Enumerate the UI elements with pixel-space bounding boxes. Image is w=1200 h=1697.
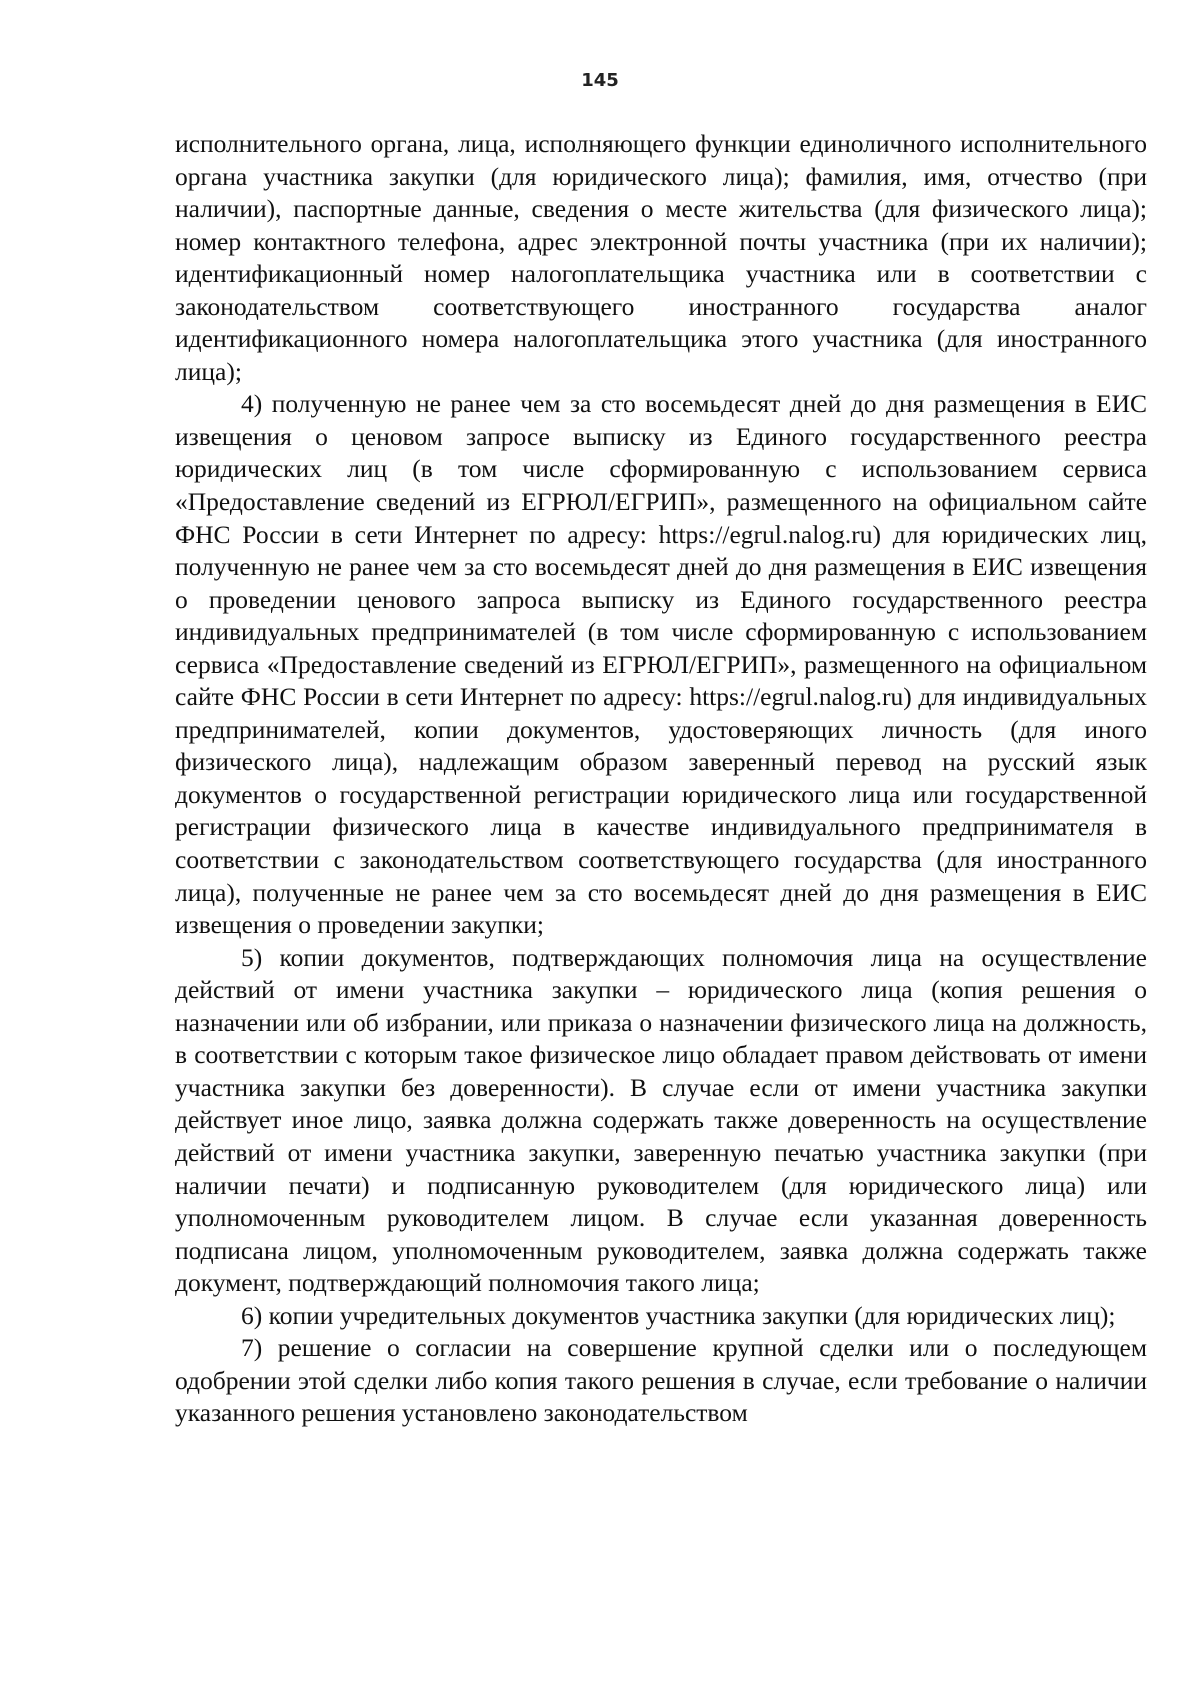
paragraph-item-5: 5) копии документов, подтверждающих полномочия лица на осуществление действий от имени участника закупки – юридического лица (копия решения о назначении или об избрании, или приказа о назначении физического лица на должность, в соответствии с которым такое физическое лицо обладает правом действовать от имени участника закупки без доверенности). В случае если от имени участника закупки действует иное лицо, заявка должна содержать также доверенность на осуществление действий от имени участника закупки, заверенную печатью участника закупки (при наличии печати) и подписанную руководителем (для юридического лица) или уполномоченным руководителем лицом. В случае если указанная доверенность подписана лицом, уполномоченным руководителем, заявка должна содержать также документ, подтверждающий полномочия такого лица; — [175, 942, 1147, 1298]
paragraph-item-4: 4) полученную не ранее чем за сто восемьдесят дней до дня размещения в ЕИС извещения о ценовом запросе выписку из Единого государственного реестра юридических лиц (в том числе сформированную с использованием сервиса «Предоставление сведений из ЕГРЮЛ/ЕГРИП», размещенного на официальном сайте ФНС России в сети Интернет по адресу: https://egrul.nalog.ru) для юридических лиц, полученную не ранее чем за сто восемьдесят дней до дня размещения в ЕИС извещения о проведении ценового запроса выписку из Единого государственного реестра индивидуальных предпринимателей (в том числе сформированную с использованием сервиса «Предоставление сведений из ЕГРЮЛ/ЕГРИП», размещенного на официальном сайте ФНС России в сети Интернет по адресу: https://egrul.nalog.ru) для индивидуальных предпринимателей, копии документов, удостоверяющих личность (для иного физического лица), надлежащим образом заверенный перевод на русский язык документов о государственной регистрации юридического лица или государственной регистрации физического лица в качестве индивидуального предпринимателя в соответствии с законодательством соответствующего государства (для иностранного лица), полученные не ранее чем за сто восемьдесят дней до дня размещения в ЕИС извещения о проведении закупки; — [175, 389, 1147, 940]
document-body — [175, 128, 1147, 1430]
paragraph-item-7: 7) решение о согласии на совершение крупной сделки или о последующем одобрении этой сделки либо копия такого решения в случае, если требование о наличии указанного решения установлено законодательством — [175, 1333, 1147, 1428]
page-number: 145 — [581, 70, 619, 91]
paragraph-item-6: 6) копии учредительных документов участника закупки (для юридических лиц); — [241, 1300, 1116, 1330]
paragraph-continuation: исполнительного органа, лица, исполняющего функции единоличного исполнительного органа участника закупки (для юридического лица); фамилия, имя, отчество (при наличии), паспортные данные, сведения о месте жительства (для физического лица); номер контактного телефона, адрес электронной почты участника (при их наличии); идентификационный номер налогоплательщика участника или в соответствии с законодательством соответствующего иностранного государства аналог идентификационного номера налогоплательщика этого участника (для иностранного лица); — [175, 129, 1147, 386]
